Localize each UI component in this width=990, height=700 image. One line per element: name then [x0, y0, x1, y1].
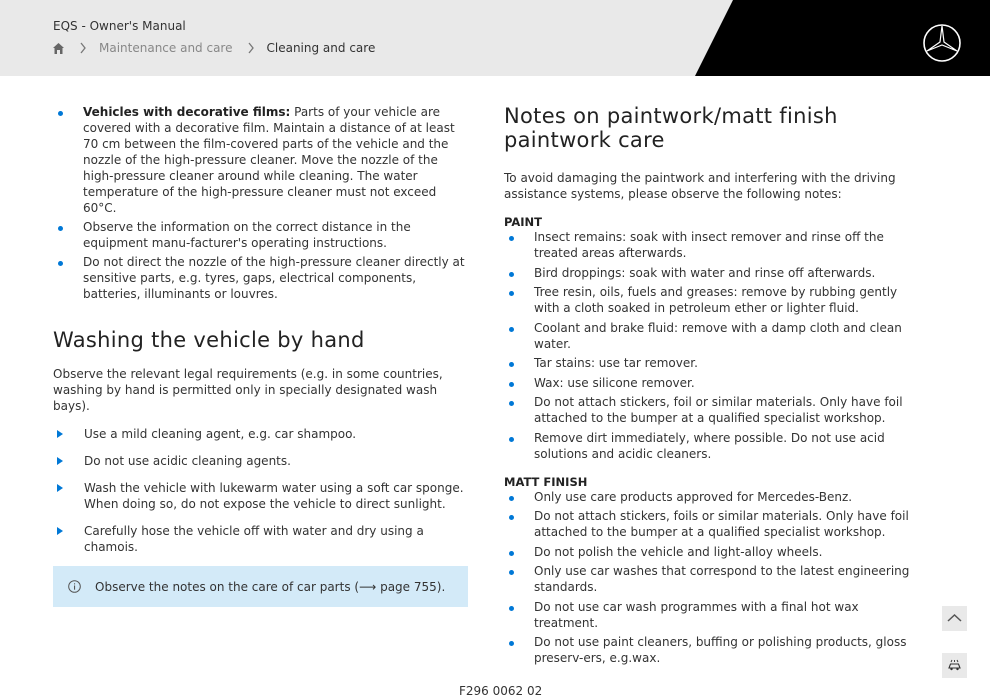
right-column	[504, 104, 924, 670]
instruction-steps	[53, 426, 468, 555]
list-item: Coolant and brake fluid: remove with a damp cloth and clean water.	[504, 320, 924, 352]
list-item-text: Parts of your vehicle are covered with a decorative film. Maintain a distance of at least 70 cm between the film-covered parts of the vehicle and the nozzle of the high-pressure cleaner. Move the nozzle of the high-pressure cleaner around while cleaning. The water temperature of the high-pressure cleaner must not exceed 60°C.	[83, 105, 455, 215]
instruction-step: Use a mild cleaning agent, e.g. car shampoo.	[53, 426, 468, 442]
list-item: Tree resin, oils, fuels and greases: remove by rubbing gently with a cloth soaked in petroleum ether or lighter fluid.	[504, 284, 924, 316]
info-note	[53, 566, 468, 607]
page-header	[0, 0, 990, 76]
list-item-text: Observe the information on the correct distance in the equipment manu-facturer's operating instructions.	[83, 220, 411, 250]
chevron-right-icon	[247, 42, 255, 54]
list-item: Bird droppings: soak with water and rinse off afterwards.	[504, 265, 924, 281]
breadcrumb	[52, 41, 375, 55]
list-item	[53, 219, 468, 251]
section-heading-paintwork: Notes on paintwork/matt finish paintwork care	[504, 104, 838, 152]
subheading-paint: PAINT	[504, 215, 543, 229]
manual-title: EQS - Owner's Manual	[53, 19, 186, 33]
section-intro: To avoid damaging the paintwork and interfering with the driving assistance systems, please observe the following notes:	[504, 171, 896, 201]
list-item	[53, 254, 468, 302]
list-item: Only use care products approved for Mercedes-Benz.	[504, 489, 924, 505]
instruction-step: Wash the vehicle with lukewarm water using a soft car sponge. When doing so, do not expose the vehicle to direct sunlight.	[53, 480, 468, 512]
list-item: Remove dirt immediately, where possible. Do not use acid solutions and acidic cleaners.	[504, 430, 924, 462]
list-item: Do not polish the vehicle and light-alloy wheels.	[504, 544, 924, 560]
section-intro: Observe the relevant legal requirements (e.g. in some countries, washing by hand is permitted only in specially designated wash bays).	[53, 367, 443, 413]
header-black-panel	[0, 0, 990, 76]
matt-finish-list	[504, 489, 924, 667]
info-icon	[68, 580, 81, 593]
mercedes-star-logo[interactable]	[922, 23, 962, 63]
list-item: Insect remains: soak with insect remover and rinse off the treated areas afterwards.	[504, 229, 924, 261]
list-item: Do not attach stickers, foil or similar materials. Only have foil attached to the bumper at a qualified specialist workshop.	[504, 394, 924, 426]
list-item: Tar stains: use tar remover.	[504, 355, 924, 371]
figure-code: F296 0062 02	[459, 684, 543, 698]
list-item-bold: Vehicles with decorative films:	[83, 105, 291, 119]
instruction-step: Carefully hose the vehicle off with water and dry using a chamois.	[53, 523, 468, 555]
info-note-text[interactable]: Observe the notes on the care of car parts (⟶ page 755).	[95, 579, 446, 594]
paint-list	[504, 229, 924, 462]
subheading-matt-finish: MATT FINISH	[504, 474, 588, 489]
breadcrumb-current: Cleaning and care	[266, 41, 376, 55]
pressure-cleaner-list	[53, 104, 468, 302]
scroll-to-top-button[interactable]	[942, 606, 967, 631]
chevron-up-icon	[942, 606, 967, 631]
chevron-right-icon	[79, 42, 87, 54]
breadcrumb-link-maintenance[interactable]: Maintenance and care	[99, 41, 233, 55]
list-item: Only use car washes that correspond to the latest engineering standards.	[504, 563, 924, 595]
list-item-text: Do not direct the nozzle of the high-pressure cleaner directly at sensitive parts, e.g. tyres, gaps, electrical components, batteries, illuminants or louvres.	[83, 255, 465, 301]
left-column	[53, 104, 468, 607]
car-wash-icon	[942, 653, 967, 678]
list-item: Wax: use silicone remover.	[504, 375, 924, 391]
vehicle-symbol-button[interactable]	[942, 653, 967, 678]
instruction-step: Do not use acidic cleaning agents.	[53, 453, 468, 469]
home-icon[interactable]	[52, 42, 65, 55]
list-item	[53, 104, 468, 216]
list-item: Do not attach stickers, foils or similar materials. Only have foil attached to the bumper at a qualified specialist workshop.	[504, 508, 924, 540]
section-heading-wash-by-hand: Washing the vehicle by hand	[53, 328, 365, 352]
list-item: Do not use paint cleaners, buffing or polishing products, gloss preserv-ers, e.g.wax.	[504, 634, 924, 666]
list-item: Do not use car wash programmes with a final hot wax treatment.	[504, 599, 924, 631]
